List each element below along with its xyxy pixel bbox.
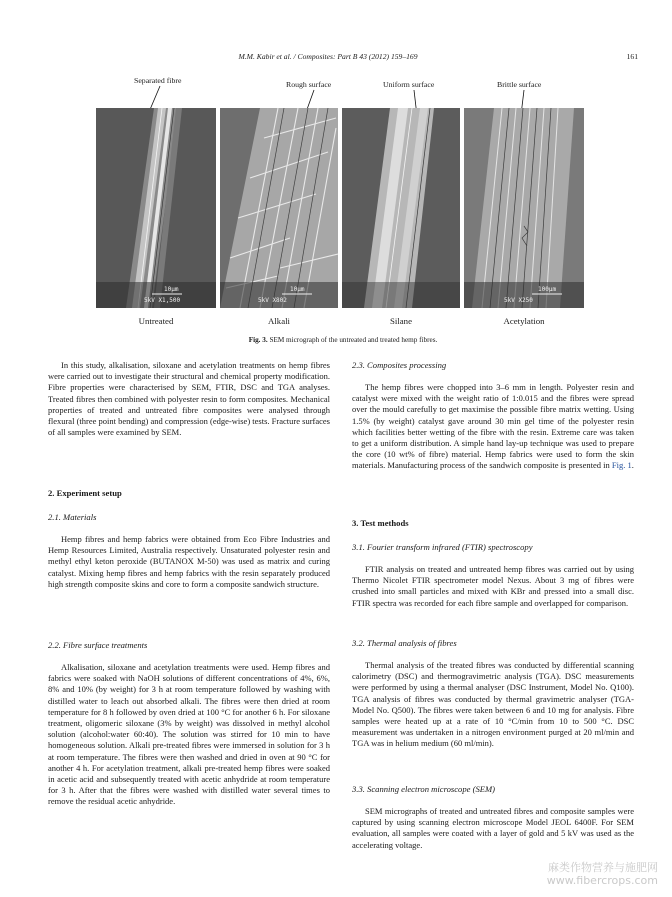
- subsection-3-3-text: SEM micrographs of treated and untreated fibres and composite samples were captured by using scanning electron microscope Model JEOL 6400F. For SEM evaluation, all samples were coated with a layer of gold and 5 kV was used as the accelerating voltage.: [352, 806, 634, 850]
- subsection-3-2-title: 3.2. Thermal analysis of fibres: [352, 638, 457, 648]
- sem-info-alkali: 5kV X802: [258, 297, 287, 304]
- watermark-line-2: www.fibercrops.com: [546, 874, 658, 887]
- callout-rough-surface: Rough surface: [286, 80, 332, 89]
- running-header: [48, 52, 638, 64]
- subsection-2-1-text: Hemp fibres and hemp fabrics were obtained from Eco Fibre Industries and Hemp Resources Limited, Australia respectively. Unsaturated polyester resin and methyl ethyl keton peroxide (BUTANOX M-50) was used as matrix and curing catalyst. Mixing hemp fibres and hemp fabrics with the resin separately produced high strength composite skins and core to form a composite sandwich structure.: [48, 534, 330, 589]
- panel-label-untreated: Untreated: [138, 316, 174, 326]
- subsection-2-2-text: Alkalisation, siloxane and acetylation treatments were used. Hemp fibres and fabrics were soaked with NaOH solutions of different concentrations of 4%, 6%, 8% and 10% (by weight) for 3 h at room temperature followed by washing with distilled water to leach out absorbed alkali. The fibres were then dried at room temperature for 8 h followed by oven dried at 100 °C for another 6 h. For siloxane treatment, oligomeric siloxane (3% by weight) was dissolved in methyl alcohol solution (alcohol:water 60:40). The solution was stirred for 10 min to have homogeneous solution. Alkali pre-treated fibres were immersed in solution for 3 h at room temperature. The fibres were then washed and dried in oven at 90 °C for another 4 h. For acetylation treatment, alkali pre-treated hemp fibres were soaked in acetic acid and subsequently treated with acetic anhydride at room temperature for 3 h. After that the fibres were washed with distilled water several times to remove the residual acetic anhydride.: [48, 662, 330, 807]
- subsection-3-1-title: 3.1. Fourier transform infrared (FTIR) spectroscopy: [352, 542, 533, 552]
- subsection-2-3-title: 2.3. Composites processing: [352, 360, 447, 370]
- sem-image-silane: [342, 108, 460, 308]
- subsection-2-3-text-a: The hemp fibres were chopped into 3–6 mm in length. Polyester resin and catalyst were mixed with the weight ratio of 1:0.015 and the fibres were spread over the mould carefully to get maximise the possible fibre matrix wetting. Using 1.5% (by weight) catalyst gave around 30 min gel time of the polyester resin which facilities better wetting of the fibre with the resin. Extreme care was taken to get a uniform distribution. A simple hand lay-up technique was used to prepare the core (10 wt% of fibre) material. Hemp fabrics were used to form the skin materials. Manufacturing process of the sandwich composite is presented in: [352, 382, 634, 471]
- sem-scale-untreated: 10µm: [164, 286, 179, 293]
- sem-image-acetylation: [464, 108, 584, 308]
- subsection-2-3-text-b: .: [631, 460, 634, 471]
- section-2-title: 2. Experiment setup: [48, 488, 122, 498]
- sem-info-untreated: 5kV X1,500: [144, 297, 181, 304]
- sem-info-acetylation: 5kV X250: [504, 297, 533, 304]
- section-3-title: 3. Test methods: [352, 518, 409, 528]
- watermark-line-1: 麻类作物营养与施肥网: [548, 861, 658, 874]
- panel-label-silane: Silane: [390, 316, 412, 326]
- subsection-3-2-text: Thermal analysis of the treated fibres was conducted by differential scanning calorimetry (DSC) and thermogravimetric analysis (TGA). DSC measurements were performed by using a thermal analyser (DSC Instrument, Model No. Q100). TGA analysis of fibres was conducted by thermal gravimetric analyser (TGA-Model No. Q500). The fibres were taken between 6 and 10 mg for analysis. Fibre samples were heated up at a rate of 10 °C/min from 10 to 500 °C. DSC measurement was undertaken in a nitrogen environment purged at 20 ml/min and TGA was in helium medium (60 ml/min).: [352, 660, 634, 749]
- callout-separated-fibre: Separated fibre: [134, 76, 182, 85]
- figure-caption: [48, 336, 638, 344]
- site-watermark: [547, 861, 658, 887]
- panel-label-acetylation: Acetylation: [503, 316, 545, 326]
- sem-image-untreated: [96, 108, 216, 308]
- callout-uniform-surface: Uniform surface: [383, 80, 435, 89]
- panel-label-alkali: Alkali: [268, 316, 290, 326]
- caption-text: SEM micrograph of the untreated and treated hemp fibres.: [269, 336, 438, 344]
- subsection-3-3-title: 3.3. Scanning electron microscope (SEM): [352, 784, 496, 794]
- subsection-2-1-title: 2.1. Materials: [48, 512, 97, 522]
- journal-citation: M.M. Kabir et al. / Composites: Part B 43 (2012) 159–169: [238, 52, 418, 61]
- figure-3: [48, 74, 638, 354]
- subsection-3-1-text: FTIR analysis on treated and untreated hemp fibres was carried out by using Thermo Nicolet FTIR spectrometer model Nexus. About 3 mg of fibres were crushed into small particles and mixed with KBr and pressed into a small disc. FTIR spectra was recorded for each fibre sample and overlapped for comparison.: [352, 564, 634, 608]
- sem-scale-acetylation: 100µm: [538, 286, 557, 293]
- sem-scale-alkali: 10µm: [290, 286, 305, 293]
- sem-image-alkali: [220, 108, 338, 308]
- subsection-2-3-text: [352, 382, 634, 472]
- caption-label: Fig. 3.: [248, 336, 268, 344]
- page-number: 161: [626, 52, 638, 61]
- fig-1-link[interactable]: Fig. 1: [611, 460, 632, 471]
- subsection-2-2-title: 2.2. Fibre surface treatments: [48, 640, 148, 650]
- callout-brittle-surface: Brittle surface: [497, 80, 542, 89]
- intro-paragraph: In this study, alkalisation, siloxane and acetylation treatments on hemp fibres were carried out to investigate their structural and chemical property modification. Fibre properties were characterised by SEM, FTIR, DSC and TGA analyses. Treated fibres then combined with polyester resin to form composites. Mechanical properties of treated and untreated fibre composites were analysed through flexural (three point bending) and compression (edge-wise) tests. Fracture surfaces of all samples were examined by SEM.: [48, 360, 330, 438]
